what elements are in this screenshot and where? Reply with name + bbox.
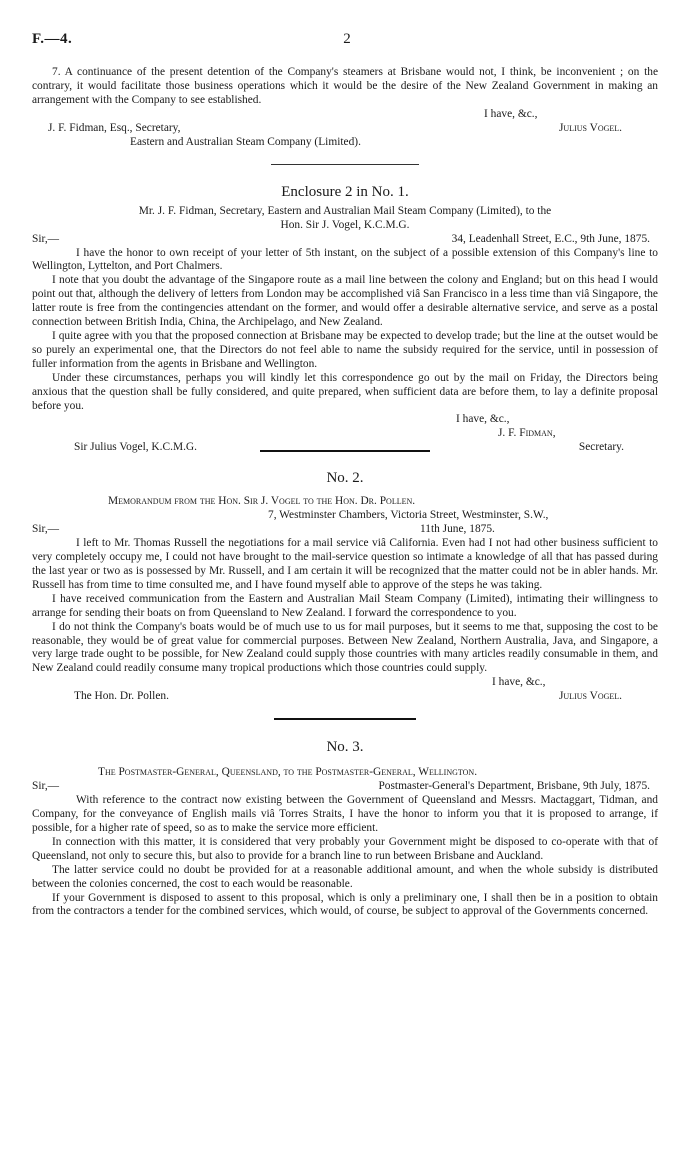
no2-paragraph-3: I do not think the Company's boats would be of much use to us for mail purposes, but it seems to me that, supposing the cost to be reasonable, they would be of great value for commercial purposes. Between New Zealand, Northern Australia, Java, and Singapore, a very large trade ought to be possible, for New Zealand could supply those countries with many articles readily consumable in them, and New Zealand could readily consume many tropical productions which those countries could supply. bbox=[32, 620, 658, 675]
letter-date: 11th June, 1875. bbox=[420, 523, 495, 536]
no2-paragraph-1: I left to Mr. Thomas Russell the negotiations for a mail service viâ California. Even had I not had other business sufficient to very completely occupy me, I could not have brought to the mail-service question so intimate a knowledge of all that has passed during the last year or two as is possessed by Mr. Russell, and I am certain it will be recognized that the matter could not be in abler hands. Mr. Russell has from time to time consulted me, and I have found myself able to approve of the steps he was taking. bbox=[32, 537, 658, 591]
no2-closing-row bbox=[32, 676, 658, 690]
enclosure-salutation-row bbox=[32, 233, 658, 247]
addressee-row bbox=[32, 122, 658, 136]
enclosure-paragraph-2: I note that you doubt the advantage of the Singapore route as a mail line between the colony and England; but on this head I would point out that, although the delivery of letters from London may be accomplished viâ San Francisco in a less time than viâ Singapore, the latter route is free from the contingencies attendant on the former, and would offer a desirable alternative service, and serve as a postal connection between British India, China, the Archipelago, and New Zealand. bbox=[32, 274, 658, 329]
enclosure-signature-row bbox=[32, 427, 658, 441]
no3-paragraph-4: If your Government is disposed to assent to this proposal, which is only a preliminary one, I shall then be in a position to obtain from the contractors a tender for the combined services, which would, of course, be subject to approval of the Governments concerned. bbox=[32, 891, 658, 918]
enclosure-title: Enclosure 2 in No. 1. bbox=[281, 183, 409, 200]
no3-salutation-row bbox=[32, 780, 658, 794]
no2-addressee-row bbox=[32, 690, 658, 704]
enclosure-addressee-row bbox=[32, 441, 658, 459]
no2-subtitle: Memorandum from the Hon. Sir J. Vogel to the Hon. Dr. Pollen. bbox=[108, 495, 416, 508]
page-number: 2 bbox=[343, 31, 351, 47]
closing-text: I have, &c., bbox=[484, 107, 538, 120]
enclosure-subtitle-line2: Hon. Sir J. Vogel, K.C.M.G. bbox=[280, 218, 410, 231]
no3-paragraph-1: With reference to the contract now existing between the Government of Queensland and Messrs. Mactaggart, Tidman, and Company, for the conveyance of English mails viâ Torres Straits, I have the honor to inform you that it is proposed to arrange, if possible, for a higher rate of speed, so as to make the service more efficient. bbox=[32, 794, 658, 834]
closing-text: I have, &c., bbox=[492, 676, 546, 689]
closing-text: I have, &c., bbox=[456, 413, 510, 426]
addressee: The Hon. Dr. Pollen. bbox=[74, 690, 169, 703]
no3-paragraph-2: In connection with this matter, it is considered that very probably your Government might be disposed to co-operate with that of Queensland, not only to secure this, but also to provide for a branch line to run between Brisbane and Auckland. bbox=[32, 835, 658, 862]
no2-address: 7, Westminster Chambers, Victoria Street, Westminster, S.W., bbox=[268, 509, 549, 522]
signature-name: J. F. Fidman, bbox=[498, 427, 556, 440]
enclosure-subtitle-line1: Mr. J. F. Fidman, Secretary, Eastern and Australian Mail Steam Company (Limited), to the bbox=[138, 204, 552, 217]
enclosure-paragraph-1: I have the honor to own receipt of your letter of 5th instant, on the subject of a possible extension of this Company's line to Wellington, Lyttelton, and Port Chalmers. bbox=[32, 246, 658, 273]
addressee-name: J. F. Fidman, Esq., Secretary, bbox=[48, 121, 181, 134]
sender-address: 34, Leadenhall Street, E.C., 9th June, 1875. bbox=[451, 232, 650, 245]
no3-subtitle: The Postmaster-General, Queensland, to the Postmaster-General, Wellington. bbox=[98, 766, 478, 779]
document-reference: F.—4. bbox=[32, 31, 73, 47]
addressee-organization: Eastern and Australian Steam Company (Limited). bbox=[130, 135, 361, 148]
addressee-org-row bbox=[32, 136, 658, 150]
paragraph-7: 7. A continuance of the present detention of the Company's steamers at Brisbane would not, I think, be inconvenient ; on the contrary, it would facilitate those business operations which it would be the desire of the New Zealand Government in making an arrangement with the Company to see established. bbox=[32, 66, 658, 106]
signature-title: Secretary. bbox=[578, 441, 624, 454]
salutation: Sir,— bbox=[32, 232, 60, 245]
no2-salutation-row bbox=[32, 523, 658, 537]
page-header bbox=[32, 33, 662, 53]
addressee: Sir Julius Vogel, K.C.M.G. bbox=[74, 441, 197, 454]
page-content bbox=[32, 66, 658, 919]
sender-address: Postmaster-General's Department, Brisbane, 9th July, 1875. bbox=[378, 780, 650, 793]
no2-paragraph-2: I have received communication from the Eastern and Australian Mail Steam Company (Limited), intimating their willingness to arrange for sending their boats on from Queensland to New Zealand. I forward the correspondence to you. bbox=[32, 592, 658, 619]
salutation: Sir,— bbox=[32, 523, 60, 536]
signature: Julius Vogel. bbox=[558, 690, 622, 703]
section-divider bbox=[260, 450, 430, 452]
signature: Julius Vogel. bbox=[558, 121, 622, 134]
salutation: Sir,— bbox=[32, 780, 60, 793]
closing-row bbox=[32, 108, 658, 122]
no3-title: No. 3. bbox=[326, 739, 364, 756]
no2-title: No. 2. bbox=[326, 470, 364, 487]
no3-paragraph-3: The latter service could no doubt be provided for at a reasonable additional amount, and when the whole subsidy is distributed between the colonies concerned, the cost to each would be reasonable. bbox=[32, 863, 658, 890]
enclosure-paragraph-4: Under these circumstances, perhaps you will kindly let this correspondence go out by the mail on Friday, the Directors being anxious that the question shall be fully considered, and quite prepared, when sufficient data are before them, to lay a definite proposal before you. bbox=[32, 371, 658, 412]
enclosure-paragraph-3: I quite agree with you that the proposed connection at Brisbane may be expected to develop trade; but the line at the outset would be so purely an experimental one, that the Directors do not feel able to name the subsidy required for the service, until in possession of fuller information from the agents in Brisbane and Wellington. bbox=[32, 329, 658, 370]
enclosure-closing-row bbox=[32, 413, 658, 427]
